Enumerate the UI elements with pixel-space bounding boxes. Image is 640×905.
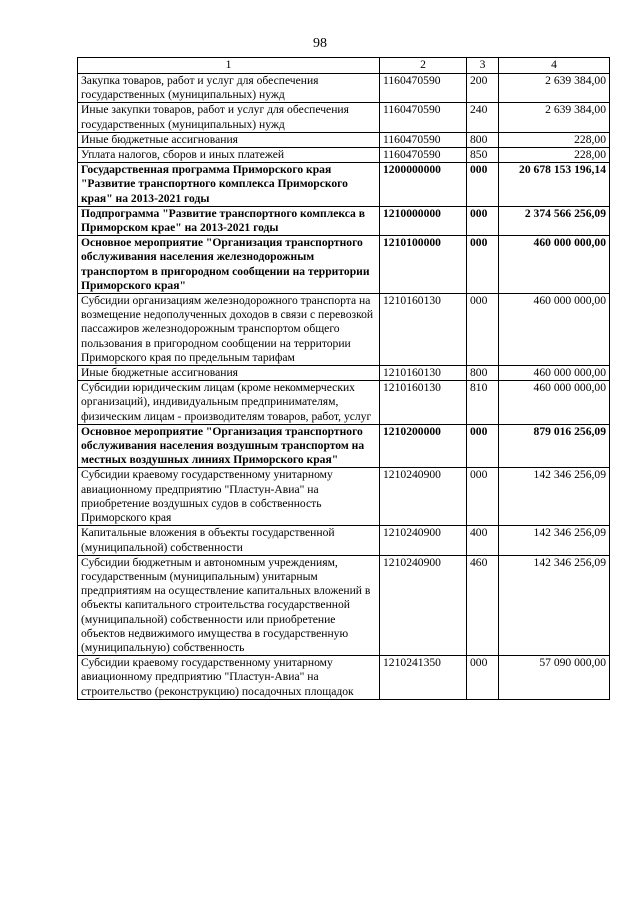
- row-amount-cell: 2 639 384,00: [499, 74, 610, 103]
- table-row: [78, 366, 610, 381]
- row-code-cell: 1210200000: [380, 424, 467, 468]
- row-amount-cell: 142 346 256,09: [499, 555, 610, 655]
- table-row: [78, 424, 610, 468]
- row-code-cell: 1160470590: [380, 74, 467, 103]
- row-kvr-cell: 460: [467, 555, 499, 655]
- row-code-cell: 1210160130: [380, 294, 467, 366]
- column-header-kvr: 3: [467, 58, 499, 74]
- row-name-cell: Субсидии краевому государственному унитарному авиационному предприятию "Пластун-Авиа" на строительство (реконструкцию) посадочных площадок: [78, 656, 380, 700]
- row-name-cell: Иные бюджетные ассигнования: [78, 132, 380, 147]
- row-name-cell: Субсидии организациям железнодорожного транспорта на возмещение недополученных доходов в связи с перевозкой пассажиров железнодорожным транспортом общего пользования в пригородном сообщении на территории Приморского края по предельным тарифам: [78, 294, 380, 366]
- row-kvr-cell: 000: [467, 656, 499, 700]
- row-amount-cell: 460 000 000,00: [499, 381, 610, 425]
- row-code-cell: 1210160130: [380, 381, 467, 425]
- row-amount-cell: 142 346 256,09: [499, 468, 610, 526]
- table-row: [78, 526, 610, 555]
- row-name-cell: Субсидии юридическим лицам (кроме некоммерческих организаций), индивидуальным предпринимателям, физическим лицам - производителям товаров, работ, услуг: [78, 381, 380, 425]
- table-body: [78, 74, 610, 700]
- table-row: [78, 656, 610, 700]
- row-name-cell: Основное мероприятие "Организация транспортного обслуживания населения воздушным транспортом на местных воздушных линиях Приморского края": [78, 424, 380, 468]
- row-amount-cell: 460 000 000,00: [499, 236, 610, 294]
- row-kvr-cell: 200: [467, 74, 499, 103]
- row-code-cell: 1160470590: [380, 148, 467, 163]
- table-row: [78, 468, 610, 526]
- row-kvr-cell: 000: [467, 468, 499, 526]
- row-kvr-cell: 000: [467, 294, 499, 366]
- row-amount-cell: 20 678 153 196,14: [499, 163, 610, 207]
- table-row: [78, 236, 610, 294]
- row-amount-cell: 460 000 000,00: [499, 366, 610, 381]
- budget-table: [77, 57, 610, 700]
- row-amount-cell: 2 639 384,00: [499, 103, 610, 132]
- column-header-code: 2: [380, 58, 467, 74]
- row-amount-cell: 228,00: [499, 148, 610, 163]
- row-amount-cell: 142 346 256,09: [499, 526, 610, 555]
- row-name-cell: Субсидии бюджетным и автономным учреждениям, государственным (муниципальным) унитарным предприятиям на осуществление капитальных вложений в объекты капитального строительства государственной (муниципальной) собственности или приобретение объектов недвижимого имущества в государственную (муниципальную) собственность: [78, 555, 380, 655]
- row-name-cell: Основное мероприятие "Организация транспортного обслуживания населения железнодорожным транспортом в пригородном сообщении на территории Приморского края": [78, 236, 380, 294]
- row-kvr-cell: 800: [467, 366, 499, 381]
- row-amount-cell: 2 374 566 256,09: [499, 206, 610, 235]
- table-row: [78, 103, 610, 132]
- row-amount-cell: 57 090 000,00: [499, 656, 610, 700]
- row-code-cell: 1210000000: [380, 206, 467, 235]
- row-kvr-cell: 000: [467, 424, 499, 468]
- column-header-name: 1: [78, 58, 380, 74]
- row-code-cell: 1160470590: [380, 103, 467, 132]
- row-kvr-cell: 000: [467, 163, 499, 207]
- table-row: [78, 206, 610, 235]
- row-code-cell: 1200000000: [380, 163, 467, 207]
- table-row: [78, 555, 610, 655]
- table-header-row: [78, 58, 610, 74]
- row-kvr-cell: 810: [467, 381, 499, 425]
- row-code-cell: 1160470590: [380, 132, 467, 147]
- table-row: [78, 132, 610, 147]
- row-code-cell: 1210241350: [380, 656, 467, 700]
- table-row: [78, 294, 610, 366]
- row-kvr-cell: 240: [467, 103, 499, 132]
- row-code-cell: 1210240900: [380, 468, 467, 526]
- table-row: [78, 381, 610, 425]
- row-code-cell: 1210100000: [380, 236, 467, 294]
- row-kvr-cell: 400: [467, 526, 499, 555]
- row-amount-cell: 460 000 000,00: [499, 294, 610, 366]
- row-kvr-cell: 000: [467, 236, 499, 294]
- row-code-cell: 1210240900: [380, 555, 467, 655]
- row-name-cell: Иные бюджетные ассигнования: [78, 366, 380, 381]
- row-amount-cell: 879 016 256,09: [499, 424, 610, 468]
- row-kvr-cell: 850: [467, 148, 499, 163]
- row-name-cell: Подпрограмма "Развитие транспортного комплекса в Приморском крае" на 2013-2021 годы: [78, 206, 380, 235]
- row-name-cell: Закупка товаров, работ и услуг для обеспечения государственных (муниципальных) нужд: [78, 74, 380, 103]
- row-name-cell: Уплата налогов, сборов и иных платежей: [78, 148, 380, 163]
- row-code-cell: 1210160130: [380, 366, 467, 381]
- row-name-cell: Государственная программа Приморского края "Развитие транспортного комплекса Приморского края" на 2013-2021 годы: [78, 163, 380, 207]
- column-header-amount: 4: [499, 58, 610, 74]
- table-row: [78, 163, 610, 207]
- row-amount-cell: 228,00: [499, 132, 610, 147]
- table-row: [78, 74, 610, 103]
- row-kvr-cell: 000: [467, 206, 499, 235]
- row-name-cell: Иные закупки товаров, работ и услуг для обеспечения государственных (муниципальных) нужд: [78, 103, 380, 132]
- page-number: 98: [313, 36, 327, 51]
- row-name-cell: Субсидии краевому государственному унитарному авиационному предприятию "Пластун-Авиа" на приобретение воздушных судов в собственность Приморского края: [78, 468, 380, 526]
- row-kvr-cell: 800: [467, 132, 499, 147]
- row-code-cell: 1210240900: [380, 526, 467, 555]
- row-name-cell: Капитальные вложения в объекты государственной (муниципальной) собственности: [78, 526, 380, 555]
- table-row: [78, 148, 610, 163]
